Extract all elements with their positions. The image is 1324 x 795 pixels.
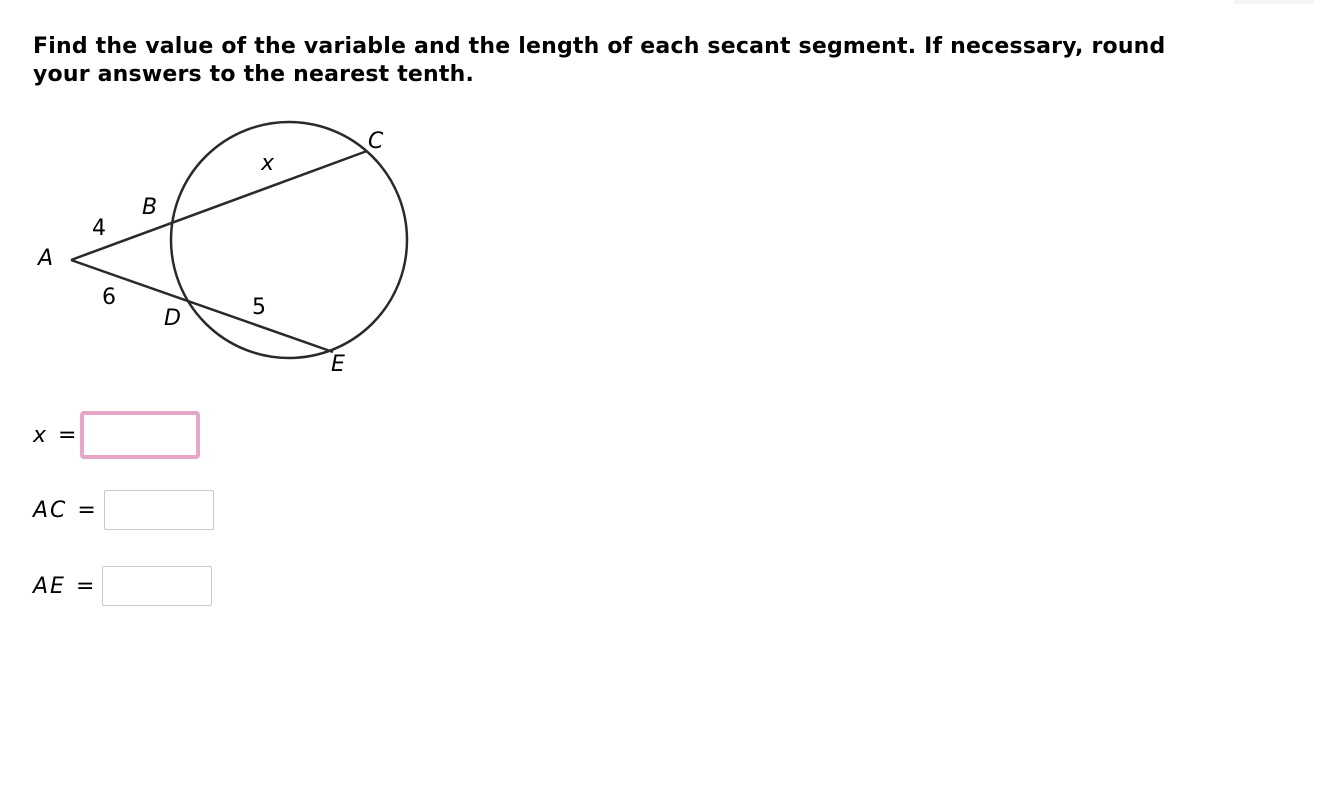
- point-label-d: D: [164, 306, 181, 331]
- answer-label-ae: AE: [33, 573, 66, 599]
- x-answer-input[interactable]: [80, 411, 200, 459]
- answer-label-ac: AC: [33, 497, 68, 523]
- segment-label-ab: 4: [92, 216, 106, 241]
- equals-sign: =: [75, 573, 95, 599]
- point-label-b: B: [142, 195, 158, 220]
- secant-ac: [71, 151, 367, 260]
- ac-answer-input[interactable]: [104, 490, 214, 530]
- point-label-a: A: [38, 246, 54, 271]
- ae-answer-input[interactable]: [102, 566, 212, 606]
- equals-sign: =: [77, 497, 96, 523]
- circle: [171, 122, 407, 358]
- answer-row-ac: [33, 489, 214, 531]
- answer-row-x: [33, 414, 200, 456]
- point-label-c: C: [368, 129, 384, 154]
- segment-label-de: 5: [252, 295, 266, 320]
- point-label-e: E: [331, 352, 345, 377]
- answer-label-x: x: [33, 422, 49, 448]
- answer-row-ae: [33, 565, 212, 607]
- question-prompt: Find the value of the variable and the length of each secant segment. If necessary, round your answers to the nearest tenth.: [33, 34, 1166, 87]
- segment-label-ad: 6: [102, 285, 116, 310]
- corner-tab: [1234, 0, 1314, 4]
- secant-diagram: [0, 0, 460, 390]
- equals-sign: =: [58, 422, 77, 448]
- segment-label-bc: x: [261, 151, 275, 176]
